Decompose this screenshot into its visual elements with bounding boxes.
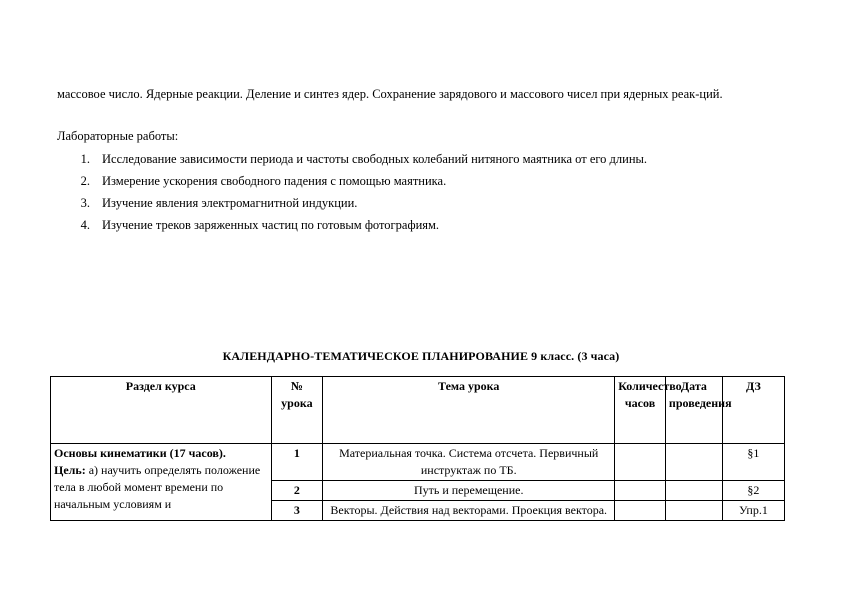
section-goal-text: а) научить определять положение тела в любой момент времени по начальным условиям и [54,463,261,511]
lesson-topic: Векторы. Действия над векторами. Проекция вектора. [323,501,615,521]
header-topic: Тема урока [323,377,615,444]
lesson-topic: Путь и перемещение. [323,481,615,501]
list-item-number: 1. [80,152,90,166]
lesson-topic: Материальная точка. Система отсчета. Первичный инструктаж по ТБ. [323,444,615,481]
header-section: Раздел курса [51,377,272,444]
lesson-date [665,481,722,501]
lesson-date [665,444,722,481]
header-hours: Количество часов [615,377,666,444]
section-cell [51,444,272,521]
header-date: Дата проведения [665,377,722,444]
list-item [57,217,797,239]
list-item-number: 3. [80,196,90,210]
lesson-homework: Упр.1 [722,501,784,521]
lesson-homework: §2 [722,481,784,501]
labs-list [57,151,797,239]
list-item-text: Изучение треков заряженных частиц по готовым фотографиям. [102,218,440,232]
plan-table [50,376,785,521]
lesson-homework: §1 [722,444,784,481]
list-item-text: Исследование зависимости периода и частоты свободных колебаний нитяного маятника от его длины. [102,152,648,166]
intro-paragraph: массовое число. Ядерные реакции. Деление и синтез ядер. Сохранение зарядового и массового чисел при ядерных реак-ций. [57,87,723,101]
list-item [57,195,797,217]
list-item-number: 4. [80,218,90,232]
header-homework: ДЗ [722,377,784,444]
list-item-text: Измерение ускорения свободного падения с помощью маятника. [102,174,447,188]
list-item-number: 2. [80,174,90,188]
lesson-number: 1 [271,444,323,481]
section-title: Основы кинематики (17 часов). [54,446,226,460]
section-goal-label: Цель: [54,463,86,477]
list-item [57,173,797,195]
table-row [51,444,785,481]
table-header-row [51,377,785,444]
list-item-text: Изучение явления электромагнитной индукции. [102,196,358,210]
labs-title: Лабораторные работы: [57,129,179,143]
lesson-date [665,501,722,521]
lesson-hours [615,501,666,521]
list-item [57,151,797,173]
header-lesson-number: № урока [271,377,323,444]
plan-heading: КАЛЕНДАРНО-ТЕМАТИЧЕСКОЕ ПЛАНИРОВАНИЕ 9 класс. (3 часа) [222,349,620,363]
lesson-hours [615,444,666,481]
lesson-number: 3 [271,501,323,521]
lesson-number: 2 [271,481,323,501]
lesson-hours [615,481,666,501]
